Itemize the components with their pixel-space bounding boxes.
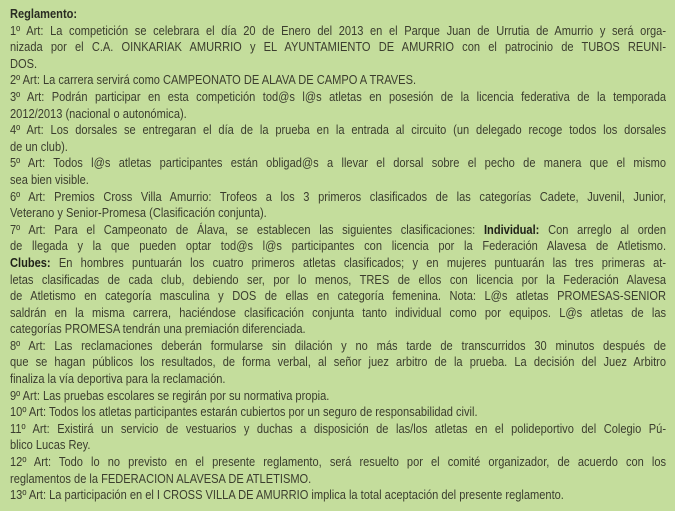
text-segment: 3º Art: Podrán participar en esta competición tod@s l@s atletas en posesión de la licencia federativa de la temporada [10, 88, 667, 104]
regulation-text [10, 305, 666, 322]
text-segment: que se hagan públicos los resultados, de forma verbal, al señor juez arbitro de la prueba. La decisión del Juez Arbitro [10, 354, 667, 370]
regulation-text-line [10, 205, 666, 222]
regulation-text [10, 139, 666, 156]
regulation-text-line [10, 371, 666, 388]
text-segment: 11º Art: Existirá un servicio de vestuarios y duchas a disposición de las/los atletas en el polideportivo del Colegio Pú- [10, 420, 667, 436]
text-segment: 8º Art: Las reclamaciones deberán formularse sin dilación y no más tarde de transcurridos 30 minutos después de [10, 337, 667, 353]
text-segment: reglamentos de la FEDERACION ALAVESA DE ATLETISMO. [10, 470, 312, 486]
regulation-text [10, 321, 666, 338]
text-segment: 9º Art: Las pruebas escolares se regirán por su normativa propia. [10, 387, 330, 403]
text-segment: finaliza la vía deportiva para la reclamación. [10, 371, 226, 387]
regulation-text-line [10, 421, 666, 438]
text-segment: DOS. [10, 55, 38, 71]
regulation-text-line [10, 23, 666, 40]
text-segment: blico Lucas Rey. [10, 437, 91, 453]
regulation-text-line [10, 238, 666, 255]
document-title-line [10, 6, 666, 23]
regulation-text-line [10, 255, 666, 272]
text-segment: En hombres puntuarán los cuatro primeros atletas clasificados; y en mujeres puntuarán las tres primeras at- [50, 254, 667, 270]
text-segment: de un club). [10, 138, 68, 154]
regulation-text [10, 222, 666, 239]
regulation-text [10, 421, 666, 438]
regulation-text [10, 404, 666, 421]
regulation-text [10, 155, 666, 172]
regulations-body [10, 23, 666, 504]
regulation-text [10, 122, 666, 139]
regulation-text [10, 39, 666, 56]
regulation-text-line [10, 487, 666, 504]
text-segment: Veterano y Senior-Promesa (Clasificación conjunta). [10, 205, 267, 221]
regulation-text-line [10, 288, 666, 305]
regulation-text-line [10, 172, 666, 189]
text-segment: 13º Art: La participación en el I CROSS VILLA DE AMURRIO implica la total aceptación del presente reglamento. [10, 487, 564, 503]
text-segment: letas clasificadas de cada club, debiendo ser, por lo menos, TRES de ellos con licencia por la Federación Alavesa [10, 271, 667, 287]
regulation-text-line [10, 272, 666, 289]
text-segment: 1º Art: La competición se celebrara el día 20 de Enero del 2013 en el Parque Juan de Urrutia de Amurrio y será orga- [10, 22, 667, 38]
regulation-text [10, 189, 666, 206]
text-segment: 12º Art: Todo lo no previsto en el presente reglamento, será resuelto por el comité organizador, de acuerdo con los [10, 454, 667, 470]
regulation-text-line [10, 338, 666, 355]
regulation-text-line [10, 106, 666, 123]
regulation-text [10, 487, 666, 504]
regulation-text [10, 437, 666, 454]
regulation-text-line [10, 222, 666, 239]
regulation-text-line [10, 155, 666, 172]
text-segment: 5º Art: Todos l@s atletas participantes están obligad@s a llevar el dorsal sobre el pecho de manera que el mismo [10, 155, 667, 171]
regulation-text [10, 72, 666, 89]
regulation-text [10, 89, 666, 106]
regulation-text [10, 454, 666, 471]
regulation-text-line [10, 72, 666, 89]
regulation-text-line [10, 56, 666, 73]
regulation-text-line [10, 454, 666, 471]
regulation-text [10, 106, 666, 123]
bold-heading-text: Individual: [483, 221, 540, 237]
regulation-text-line [10, 305, 666, 322]
bold-heading-text: Clubes: [10, 254, 51, 270]
regulation-text-line [10, 189, 666, 206]
regulation-text-line [10, 122, 666, 139]
text-segment: sea bien visible. [10, 171, 89, 187]
regulation-text [10, 255, 666, 272]
text-segment: Con arreglo al orden [539, 221, 667, 237]
text-segment: 2º Art: La carrera servirá como CAMPEONATO DE ALAVA DE CAMPO A TRAVES. [10, 72, 417, 88]
regulation-text-line [10, 388, 666, 405]
text-segment: nizada por el C.A. OINKARIAK AMURRIO y EL AYUNTAMIENTO DE AMURRIO con el patrocinio de TUBOS REUNI- [10, 39, 667, 55]
regulation-text-line [10, 89, 666, 106]
regulation-text-line [10, 321, 666, 338]
regulation-text-line [10, 139, 666, 156]
regulation-text [10, 23, 666, 40]
regulation-text [10, 288, 666, 305]
regulation-text [10, 471, 666, 488]
regulation-text [10, 172, 666, 189]
regulation-text-line [10, 437, 666, 454]
regulation-text-line [10, 471, 666, 488]
text-segment: categorías PROMESA tendrán una premiación diferenciada. [10, 321, 306, 337]
regulation-text [10, 354, 666, 371]
regulation-text [10, 205, 666, 222]
text-segment: de llegada y la que pueden optar tod@s l@s participantes con licencia por la Federación Alavesa de Atletismo. [10, 238, 667, 254]
document-title: Reglamento: [10, 6, 78, 21]
text-segment: 6º Art: Premios Cross Villa Amurrio: Trofeos a los 3 primeros clasificados de las categorías Cadete, Juvenil, Junior, [10, 188, 667, 204]
regulation-text [10, 56, 666, 73]
regulations-document [10, 6, 666, 504]
regulation-text [10, 272, 666, 289]
regulation-text-line [10, 404, 666, 421]
text-segment: 10º Art: Todos los atletas participantes estarán cubiertos por un seguro de responsabilidad civil. [10, 404, 478, 420]
text-segment: 7º Art: Para el Campeonato de Álava, se establecen las siguientes clasificaciones: [10, 221, 484, 237]
regulation-text [10, 238, 666, 255]
text-segment: 4º Art: Los dorsales se entregaran el día de la prueba en la entrada al circuito (un delegado recoge todos los dorsales [10, 122, 667, 138]
text-segment: saldrán en la misma carrera, haciéndose clasificación conjunta tanto individual como por equipos. L@s atletas de las [10, 304, 667, 320]
regulation-text-line [10, 39, 666, 56]
text-segment: de Atletismo en categoría masculina y DOS de ellas en categoría femenina. Nota: L@s atletas PROMESAS-SENIOR [10, 288, 667, 304]
regulation-text [10, 371, 666, 388]
text-segment: 2012/2013 (nacional o autonómica). [10, 105, 187, 121]
regulation-text-line [10, 354, 666, 371]
regulation-text [10, 388, 666, 405]
regulation-text [10, 338, 666, 355]
